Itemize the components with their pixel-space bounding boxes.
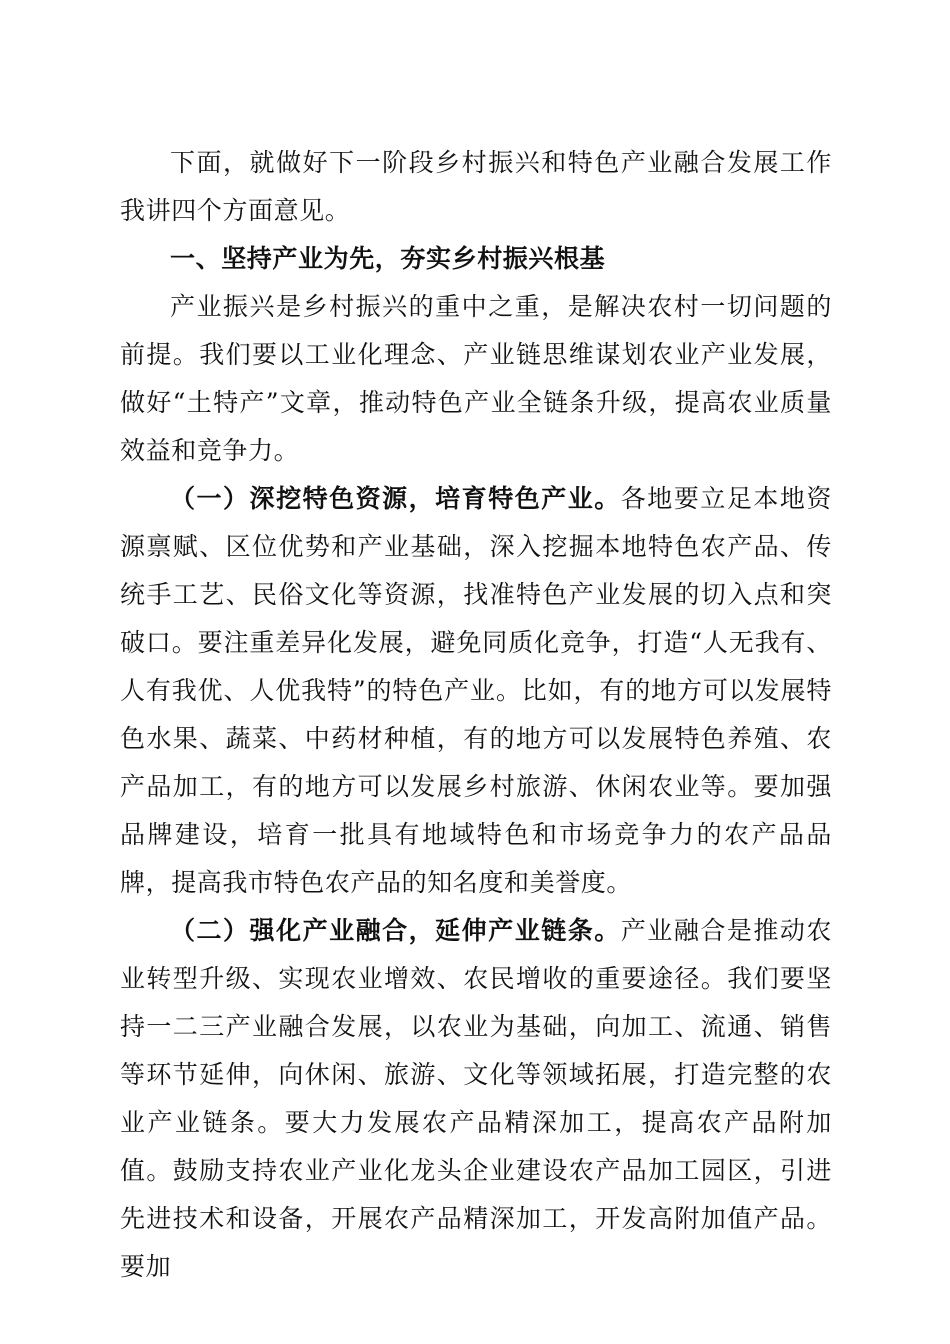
paragraph-intro: [120, 139, 832, 235]
subsection-heading-1: （一）深挖特色资源，培育特色产业。: [170, 484, 621, 513]
paragraph-subsection-2: [120, 907, 832, 1291]
paragraph-subsection-1: [120, 475, 832, 907]
document-page: [120, 139, 832, 1291]
subsection-heading-2: （二）强化产业融合，延伸产业链条。: [170, 916, 621, 945]
paragraph-text: 下面，就做好下一阶段乡村振兴和特色产业融合发展工作我讲四个方面意见。: [120, 148, 832, 225]
paragraph-text: 产业融合是推动农业转型升级、实现农业增效、农民增收的重要途径。我们要坚持一二三产业融合发展，以农业为基础，向加工、流通、销售等环节延伸，向休闲、旅游、文化等领域拓展，打造完整的农业产业链条。要大力发展农产品精深加工，提高农产品附加值。鼓励支持农业产业化龙头企业建设农产品加工园区，引进先进技术和设备，开展农产品精深加工，开发高附加值产品。要加: [120, 916, 832, 1281]
paragraph-industry: [120, 283, 832, 475]
section-heading-1: 一、坚持产业为先，夯实乡村振兴根基: [170, 244, 606, 273]
paragraph-text: 各地要立足本地资源禀赋、区位优势和产业基础，深入挖掘本地特色农产品、传统手工艺、民俗文化等资源，找准特色产业发展的切入点和突破口。要注重差异化发展，避免同质化竞争，打造“人无我有、人有我优、人优我特”的特色产业。比如，有的地方可以发展特色水果、蔬菜、中药材种植，有的地方可以发展特色养殖、农产品加工，有的地方可以发展乡村旅游、休闲农业等。要加强品牌建设，培育一批具有地域特色和市场竞争力的农产品品牌，提高我市特色农产品的知名度和美誉度。: [120, 484, 832, 897]
paragraph-text: 产业振兴是乡村振兴的重中之重，是解决农村一切问题的前提。我们要以工业化理念、产业链思维谋划农业产业发展，做好“土特产”文章，推动特色产业全链条升级，提高农业质量效益和竞争力。: [120, 292, 832, 465]
